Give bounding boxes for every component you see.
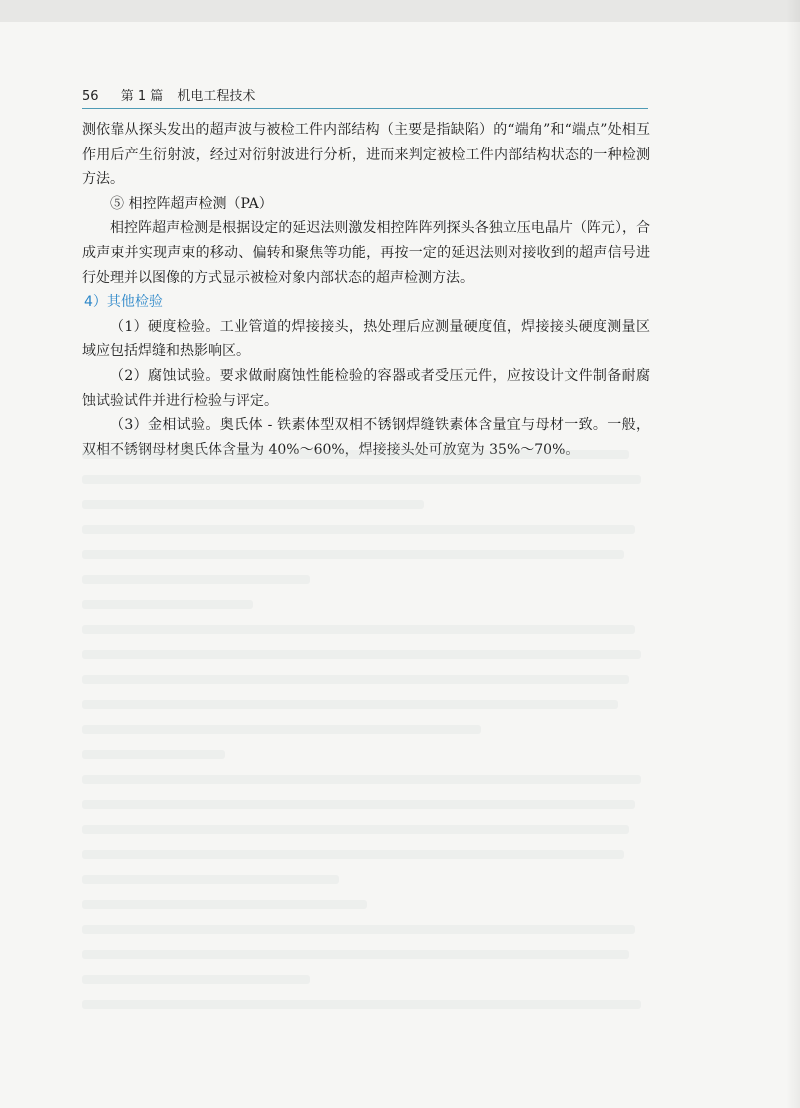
- scan-top-band: [0, 0, 800, 22]
- scan-edge-shadow: [786, 0, 800, 1108]
- paragraph-metallographic-test: （3）金相试验。奥氏体 - 铁素体型双相不锈钢焊缝铁素体含量宜与母材一致。一般，双相不锈钢母材奥氏体含量为 40%～60%，焊接接头处可放宽为 35%～70%。: [82, 417, 650, 458]
- section-heading-other-tests: 4）其他检验: [84, 294, 163, 311]
- part-label: 第 1 篇: [120, 89, 164, 104]
- item-heading-pa: ⑤ 相控阵超声检测（PA）: [110, 195, 273, 212]
- paragraph-corrosion-test: （2）腐蚀试验。要求做耐腐蚀性能检验的容器或者受压元件，应按设计文件制备耐腐蚀试验试件并进行检验与评定。: [82, 367, 650, 409]
- running-header: [82, 86, 648, 108]
- bleed-through-texture: [82, 450, 652, 1025]
- header-rule: [82, 108, 648, 109]
- paragraph-tofd-continued: 测依靠从探头发出的超声波与被检工件内部结构（主要是指缺陷）的“端角”和“端点”处相互作用后产生衍射波，经过对衍射波进行分析，进而来判定被检工件内部结构状态的一种检测方法。: [82, 122, 650, 188]
- page-number: 56: [82, 89, 99, 104]
- body-text: [82, 118, 650, 462]
- paragraph-pa: 相控阵超声检测是根据设定的延迟法则激发相控阵阵列探头各独立压电晶片（阵元），合成声束并实现声束的移动、偏转和聚焦等功能，再按一定的延迟法则对接收到的超声信号进行处理并以图像的方式显示被检对象内部状态的超声检测方法。: [82, 220, 650, 286]
- header-title: 机电工程技术: [177, 89, 256, 104]
- paragraph-hardness-test: （1）硬度检验。工业管道的焊接接头，热处理后应测量硬度值，焊接接头硬度测量区域应包括焊缝和热影响区。: [82, 318, 650, 360]
